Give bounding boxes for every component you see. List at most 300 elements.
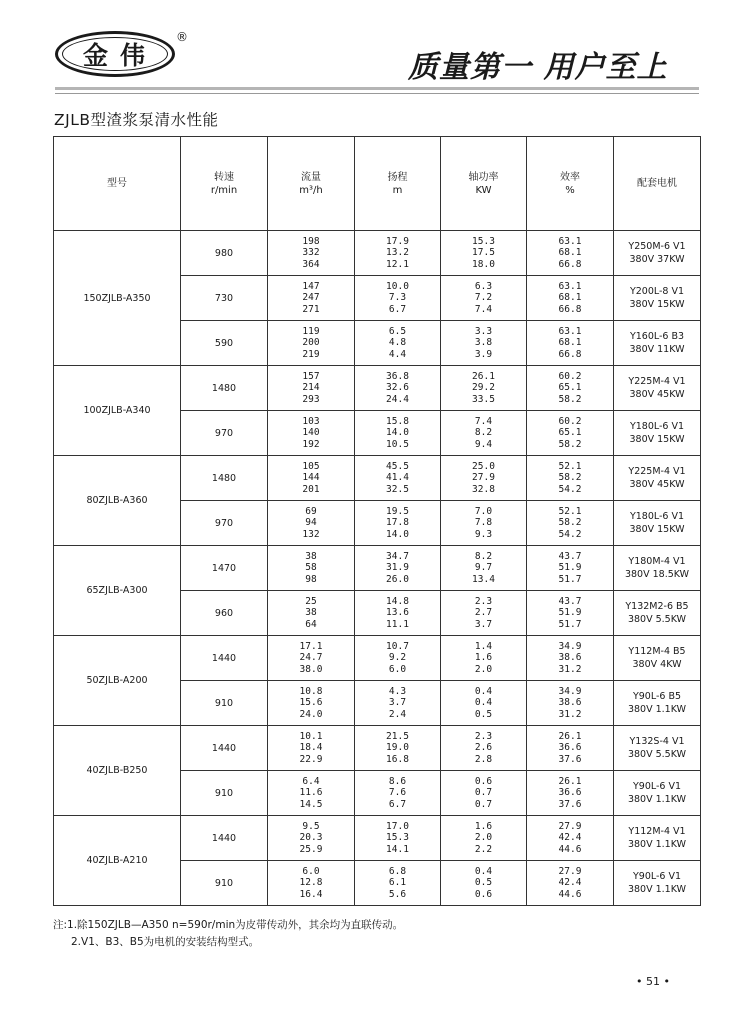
eff-cell	[527, 366, 614, 411]
power-value: 0.6	[474, 775, 493, 787]
eff-cell	[527, 276, 614, 321]
motor-line: 380V 18.5KW	[624, 569, 690, 580]
speed-cell: 970	[181, 411, 268, 456]
head-cell	[355, 231, 441, 276]
power-cell	[441, 456, 527, 501]
head-value: 6.5	[388, 325, 407, 337]
table-body	[54, 231, 701, 906]
flow-value: 24.0	[299, 708, 323, 720]
flow-value: 64	[305, 618, 317, 630]
head-cell	[355, 276, 441, 321]
table-header-row	[54, 137, 701, 231]
eff-cell	[527, 321, 614, 366]
table-row	[54, 546, 701, 591]
header-rule	[55, 87, 699, 90]
speed-cell: 1480	[181, 366, 268, 411]
flow-value: 17.1	[299, 640, 323, 652]
flow-value: 119	[302, 325, 320, 337]
power-cell	[441, 501, 527, 546]
head-cell	[355, 411, 441, 456]
head-value: 34.7	[386, 550, 409, 562]
head-value: 17.0	[386, 820, 409, 832]
motor-line: Y132M2-6 B5	[625, 601, 689, 612]
eff-cell	[527, 771, 614, 816]
motor-line: Y225M-4 V1	[628, 376, 686, 387]
power-cell	[441, 636, 527, 681]
power-cell	[441, 231, 527, 276]
power-value: 2.7	[474, 607, 493, 619]
power-cell	[441, 861, 527, 906]
eff-value: 63.1	[558, 235, 582, 247]
motor-cell	[614, 681, 701, 726]
eff-value: 66.8	[558, 258, 582, 270]
flow-value: 9.5	[302, 820, 320, 832]
head-cell	[355, 861, 441, 906]
eff-value: 60.2	[558, 415, 582, 427]
eff-cell	[527, 591, 614, 636]
head-value: 14.0	[386, 528, 409, 540]
speed-cell: 1470	[181, 546, 268, 591]
flow-value: 200	[302, 337, 320, 349]
power-value: 9.4	[474, 438, 493, 450]
motor-line: 380V 37KW	[629, 254, 685, 265]
head-cell	[355, 546, 441, 591]
flow-value: 293	[302, 393, 320, 405]
flow-value: 192	[302, 438, 320, 450]
eff-value: 42.4	[558, 832, 582, 844]
power-value: 7.8	[474, 517, 493, 529]
motor-line: 380V 4KW	[632, 659, 682, 670]
power-value: 0.4	[474, 697, 493, 709]
flow-cell	[268, 771, 355, 816]
power-value: 0.6	[474, 888, 493, 900]
head-value: 4.8	[388, 337, 407, 349]
motor-cell	[614, 321, 701, 366]
motor-cell	[614, 861, 701, 906]
flow-cell	[268, 276, 355, 321]
power-value: 2.6	[474, 742, 493, 754]
flow-cell	[268, 456, 355, 501]
eff-value: 54.2	[558, 528, 582, 540]
eff-cell	[527, 231, 614, 276]
eff-value: 38.6	[558, 697, 582, 709]
eff-value: 26.1	[558, 775, 582, 787]
head-cell	[355, 456, 441, 501]
power-cell	[441, 546, 527, 591]
power-value: 3.7	[474, 618, 493, 630]
power-value: 29.2	[472, 382, 495, 394]
motor-line: 380V 45KW	[629, 479, 685, 490]
header-efficiency: 效率 %	[527, 137, 614, 231]
eff-value: 68.1	[558, 292, 582, 304]
motor-cell	[614, 546, 701, 591]
flow-cell	[268, 231, 355, 276]
eff-cell	[527, 546, 614, 591]
head-value: 6.1	[388, 877, 407, 889]
motor-line: Y132S-4 V1	[629, 736, 685, 747]
eff-value: 34.9	[558, 685, 582, 697]
flow-value: 201	[302, 483, 320, 495]
motor-cell	[614, 771, 701, 816]
head-value: 32.5	[386, 483, 409, 495]
header-power: 轴功率 KW	[441, 137, 527, 231]
speed-cell: 1440	[181, 816, 268, 861]
power-value: 13.4	[472, 573, 495, 585]
motor-line: 380V 1.1KW	[627, 704, 687, 715]
flow-cell	[268, 546, 355, 591]
head-value: 45.5	[386, 460, 409, 472]
flow-value: 144	[302, 472, 320, 484]
eff-value: 38.6	[558, 652, 582, 664]
power-value: 3.3	[474, 325, 493, 337]
head-cell	[355, 636, 441, 681]
flow-value: 132	[302, 528, 320, 540]
head-value: 26.0	[386, 573, 409, 585]
eff-value: 63.1	[558, 325, 582, 337]
power-cell	[441, 771, 527, 816]
flow-value: 11.6	[299, 787, 323, 799]
speed-cell: 910	[181, 771, 268, 816]
speed-cell: 1440	[181, 726, 268, 771]
flow-value: 364	[302, 258, 320, 270]
header-rule-thin	[55, 93, 699, 94]
head-value: 10.0	[386, 280, 409, 292]
power-cell	[441, 366, 527, 411]
power-value: 7.4	[474, 303, 493, 315]
head-cell	[355, 726, 441, 771]
head-value: 9.2	[388, 652, 407, 664]
head-value: 15.8	[386, 415, 409, 427]
eff-cell	[527, 861, 614, 906]
motor-line: Y180L-6 V1	[629, 511, 685, 522]
eff-value: 66.8	[558, 348, 582, 360]
motor-cell	[614, 276, 701, 321]
eff-value: 31.2	[558, 663, 582, 675]
motor-cell	[614, 501, 701, 546]
eff-value: 36.6	[558, 742, 582, 754]
motor-line: 380V 45KW	[629, 389, 685, 400]
head-value: 7.3	[388, 292, 407, 304]
eff-value: 52.1	[558, 505, 582, 517]
flow-value: 12.8	[299, 877, 323, 889]
pump-model-cell: 65ZJLB-A300	[54, 546, 181, 636]
power-value: 1.6	[474, 652, 493, 664]
eff-cell	[527, 681, 614, 726]
eff-value: 58.2	[558, 472, 582, 484]
power-cell	[441, 681, 527, 726]
eff-value: 54.2	[558, 483, 582, 495]
motor-line: Y200L-8 V1	[629, 286, 685, 297]
power-value: 27.9	[472, 472, 495, 484]
eff-value: 58.2	[558, 517, 582, 529]
flow-value: 103	[302, 415, 320, 427]
flow-value: 105	[302, 460, 320, 472]
motor-cell	[614, 726, 701, 771]
power-value: 3.9	[474, 348, 493, 360]
eff-value: 68.1	[558, 337, 582, 349]
flow-value: 198	[302, 235, 320, 247]
head-value: 8.6	[388, 775, 407, 787]
pump-model-cell: 150ZJLB-A350	[54, 231, 181, 366]
power-value: 7.0	[474, 505, 493, 517]
motor-line: 380V 1.1KW	[627, 884, 687, 895]
flow-value: 25	[305, 595, 317, 607]
power-value: 1.4	[474, 640, 493, 652]
flow-cell	[268, 411, 355, 456]
head-value: 19.5	[386, 505, 409, 517]
motor-line: 380V 1.1KW	[627, 794, 687, 805]
header-head: 扬程 m	[355, 137, 441, 231]
flow-value: 16.4	[299, 888, 323, 900]
motor-line: 380V 5.5KW	[627, 749, 687, 760]
eff-cell	[527, 411, 614, 456]
flow-value: 15.6	[299, 697, 323, 709]
motor-line: 380V 5.5KW	[627, 614, 687, 625]
motor-line: 380V 15KW	[629, 299, 685, 310]
power-value: 17.5	[472, 247, 495, 259]
motor-cell	[614, 591, 701, 636]
flow-value: 10.1	[299, 730, 323, 742]
eff-cell	[527, 816, 614, 861]
motor-line: Y250M-6 V1	[628, 241, 686, 252]
eff-value: 44.6	[558, 888, 582, 900]
speed-cell: 910	[181, 861, 268, 906]
head-value: 2.4	[388, 708, 407, 720]
logo-text: 金伟	[82, 41, 157, 70]
flow-value: 6.4	[302, 775, 320, 787]
head-value: 10.5	[386, 438, 409, 450]
flow-value: 20.3	[299, 832, 323, 844]
flow-value: 94	[305, 517, 317, 529]
slogan: 质量第一 用户至上	[408, 50, 668, 85]
performance-table	[53, 136, 701, 906]
head-value: 14.8	[386, 595, 409, 607]
speed-cell: 980	[181, 231, 268, 276]
flow-cell	[268, 321, 355, 366]
motor-cell	[614, 231, 701, 276]
power-cell	[441, 816, 527, 861]
eff-value: 60.2	[558, 370, 582, 382]
head-value: 5.6	[388, 888, 407, 900]
head-value: 6.8	[388, 865, 407, 877]
head-value: 10.7	[386, 640, 409, 652]
flow-value: 247	[302, 292, 320, 304]
pump-model-cell: 80ZJLB-A360	[54, 456, 181, 546]
flow-value: 38.0	[299, 663, 323, 675]
eff-value: 58.2	[558, 393, 582, 405]
motor-line: 380V 1.1KW	[627, 839, 687, 850]
power-value: 1.6	[474, 820, 493, 832]
motor-line: Y112M-4 B5	[628, 646, 686, 657]
notes	[53, 917, 403, 951]
eff-value: 37.6	[558, 753, 582, 765]
table-row	[54, 636, 701, 681]
power-value: 8.2	[474, 550, 493, 562]
eff-value: 66.8	[558, 303, 582, 315]
flow-value: 38	[305, 607, 317, 619]
eff-value: 36.6	[558, 787, 582, 799]
power-value: 6.3	[474, 280, 493, 292]
table-row	[54, 726, 701, 771]
power-cell	[441, 726, 527, 771]
speed-cell: 970	[181, 501, 268, 546]
motor-line: Y90L-6 B5	[632, 691, 682, 702]
head-cell	[355, 366, 441, 411]
motor-line: Y112M-4 V1	[628, 826, 686, 837]
power-value: 26.1	[472, 370, 495, 382]
flow-value: 25.9	[299, 843, 323, 855]
flow-value: 219	[302, 348, 320, 360]
head-value: 12.1	[386, 258, 409, 270]
flow-value: 69	[305, 505, 317, 517]
motor-cell	[614, 636, 701, 681]
head-value: 24.4	[386, 393, 409, 405]
power-value: 15.3	[472, 235, 495, 247]
eff-value: 26.1	[558, 730, 582, 742]
head-value: 17.9	[386, 235, 409, 247]
table-row	[54, 231, 701, 276]
motor-line: Y90L-6 V1	[632, 871, 682, 882]
power-value: 2.3	[474, 730, 493, 742]
power-cell	[441, 591, 527, 636]
head-value: 3.7	[388, 697, 407, 709]
power-value: 32.8	[472, 483, 495, 495]
eff-value: 65.1	[558, 427, 582, 439]
head-value: 16.8	[386, 753, 409, 765]
flow-value: 332	[302, 247, 320, 259]
speed-cell: 590	[181, 321, 268, 366]
power-value: 0.7	[474, 787, 493, 799]
flow-cell	[268, 591, 355, 636]
section-title: ZJLB型渣浆泵清水性能	[54, 111, 219, 129]
eff-value: 58.2	[558, 438, 582, 450]
flow-value: 98	[305, 573, 317, 585]
power-value: 7.2	[474, 292, 493, 304]
head-value: 17.8	[386, 517, 409, 529]
power-cell	[441, 321, 527, 366]
head-value: 15.3	[386, 832, 409, 844]
eff-value: 65.1	[558, 382, 582, 394]
note-1: 注:1.除150ZJLB—A350 n=590r/min为皮带传动外，其余均为直联传动。	[53, 919, 404, 931]
power-value: 25.0	[472, 460, 495, 472]
power-value: 2.2	[474, 843, 493, 855]
table-row	[54, 456, 701, 501]
company-logo	[55, 31, 175, 77]
flow-cell	[268, 681, 355, 726]
eff-value: 27.9	[558, 865, 582, 877]
head-value: 13.2	[386, 247, 409, 259]
page-number: • 51 •	[636, 975, 670, 988]
power-value: 0.4	[474, 865, 493, 877]
head-value: 31.9	[386, 562, 409, 574]
eff-value: 44.6	[558, 843, 582, 855]
motor-cell	[614, 456, 701, 501]
header-flow: 流量 m³/h	[268, 137, 355, 231]
power-value: 2.0	[474, 832, 493, 844]
pump-model-cell: 40ZJLB-B250	[54, 726, 181, 816]
speed-cell: 910	[181, 681, 268, 726]
power-value: 0.5	[474, 708, 493, 720]
registered-mark: ®	[176, 30, 188, 44]
flow-cell	[268, 726, 355, 771]
speed-cell: 1440	[181, 636, 268, 681]
power-value: 9.7	[474, 562, 493, 574]
eff-cell	[527, 501, 614, 546]
eff-value: 52.1	[558, 460, 582, 472]
motor-line: 380V 15KW	[629, 434, 685, 445]
flow-cell	[268, 636, 355, 681]
header-motor: 配套电机	[614, 137, 701, 231]
head-value: 11.1	[386, 618, 409, 630]
power-cell	[441, 276, 527, 321]
motor-line: 380V 15KW	[629, 524, 685, 535]
power-value: 18.0	[472, 258, 495, 270]
flow-value: 6.0	[302, 865, 320, 877]
table-row	[54, 366, 701, 411]
eff-cell	[527, 726, 614, 771]
power-value: 2.8	[474, 753, 493, 765]
power-cell	[441, 411, 527, 456]
power-value: 7.4	[474, 415, 493, 427]
motor-line: Y225M-4 V1	[628, 466, 686, 477]
eff-value: 63.1	[558, 280, 582, 292]
motor-cell	[614, 816, 701, 861]
flow-value: 147	[302, 280, 320, 292]
motor-cell	[614, 366, 701, 411]
header-speed: 转速 r/min	[181, 137, 268, 231]
eff-value: 27.9	[558, 820, 582, 832]
header-model: 型号	[54, 137, 181, 231]
flow-value: 140	[302, 427, 320, 439]
power-value: 0.5	[474, 877, 493, 889]
head-cell	[355, 501, 441, 546]
head-cell	[355, 816, 441, 861]
power-value: 2.3	[474, 595, 493, 607]
pump-model-cell: 40ZJLB-A210	[54, 816, 181, 906]
eff-value: 31.2	[558, 708, 582, 720]
speed-cell: 730	[181, 276, 268, 321]
eff-value: 51.7	[558, 573, 582, 585]
logo-inner-ring	[62, 37, 168, 71]
eff-value: 37.6	[558, 798, 582, 810]
eff-value: 34.9	[558, 640, 582, 652]
eff-cell	[527, 456, 614, 501]
head-value: 41.4	[386, 472, 409, 484]
flow-value: 10.8	[299, 685, 323, 697]
power-value: 8.2	[474, 427, 493, 439]
head-cell	[355, 591, 441, 636]
table-row	[54, 816, 701, 861]
head-value: 4.4	[388, 348, 407, 360]
eff-value: 43.7	[558, 595, 582, 607]
flow-value: 38	[305, 550, 317, 562]
head-value: 14.1	[386, 843, 409, 855]
speed-cell: 960	[181, 591, 268, 636]
power-value: 0.4	[474, 685, 493, 697]
eff-value: 42.4	[558, 877, 582, 889]
head-value: 32.6	[386, 382, 409, 394]
eff-cell	[527, 636, 614, 681]
speed-cell: 1480	[181, 456, 268, 501]
motor-line: 380V 11KW	[629, 344, 685, 355]
head-value: 36.8	[386, 370, 409, 382]
note-2: 2.V1、B3、B5为电机的安装结构型式。	[71, 936, 260, 948]
motor-line: Y160L-6 B3	[629, 331, 685, 342]
motor-cell	[614, 411, 701, 456]
flow-cell	[268, 501, 355, 546]
flow-value: 214	[302, 382, 320, 394]
head-value: 7.6	[388, 787, 407, 799]
